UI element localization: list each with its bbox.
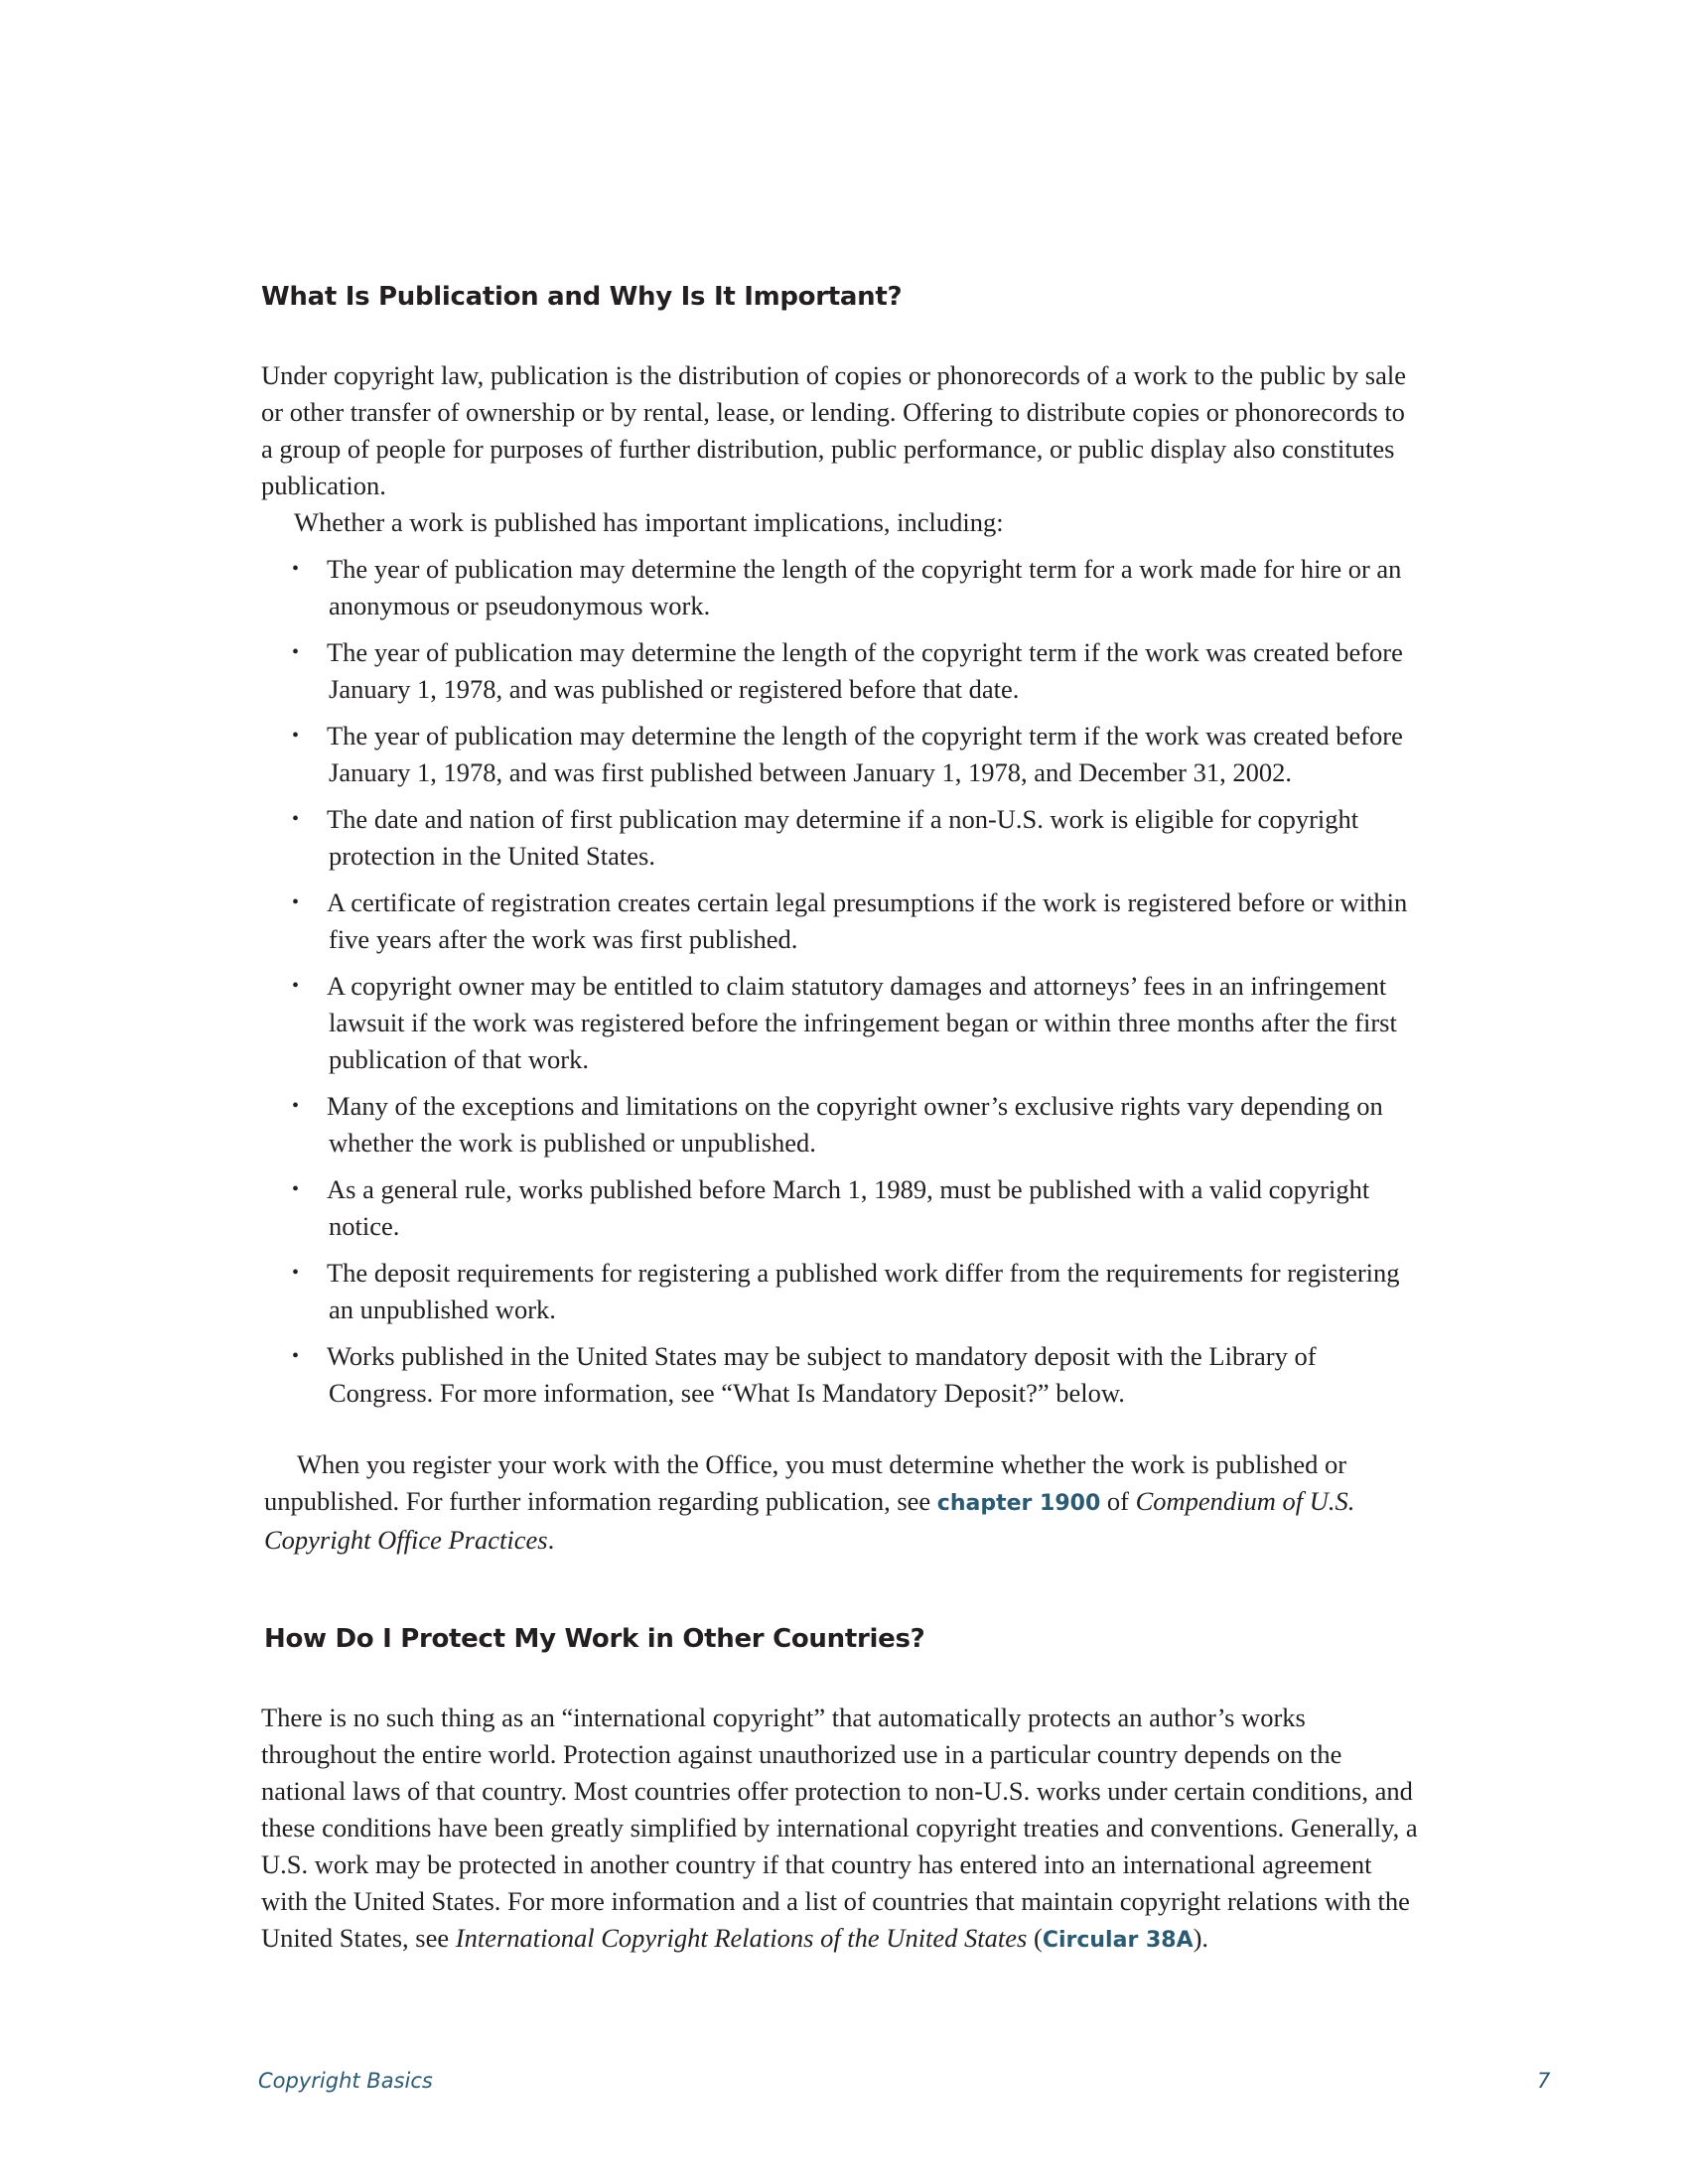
bullet-icon: • [292,641,300,663]
section-heading-publication: What Is Publication and Why Is It Important? [261,282,903,312]
bullet-icon: • [292,891,300,913]
bullet-icon: • [292,1178,300,1200]
footer-page-number: 7 [1537,2069,1551,2093]
bullet-icon: • [292,1095,300,1117]
bullet-icon: • [292,975,300,997]
publication-closing-paragraph: When you register your work with the Office, you must determine whether the work is published or unpublished. For further information regarding publication, see chapter 1900 of Compendium of U.S. Copyright Office Practices. [264,1449,1355,1555]
chapter-1900-link[interactable]: chapter 1900 [936,1491,1101,1516]
circular-title: International Copyright Relations of the United States [455,1923,1028,1953]
list-item: • The date and nation of first publication may determine if a non-U.S. work is eligible for copyright protection in the United States. [261,801,1423,875]
list-item: • The year of publication may determine the length of the copyright term if the work was created before January 1, 1978, and was published or registered before that date. [261,634,1423,708]
list-item: • A certificate of registration creates certain legal presumptions if the work is registered before or within five years after the work was first published. [261,885,1423,958]
bullet-icon: • [292,1262,300,1284]
bullet-icon: • [292,808,300,830]
list-item: • The year of publication may determine the length of the copyright term for a work made for hire or an anonymous or pseudonymous work. [261,551,1423,624]
compendium-title: Compendium of U.S. Copyright Office Practices [264,1486,1355,1555]
publication-intro-paragraph: Under copyright law, publication is the distribution of copies or phonorecords of a work to the public by sale or other transfer of ownership or by rental, lease, or lending. Offering to distribute copies or phonorecords to a group of people for purposes of further distribution, public performance, or public display also constitutes publication. [261,360,1406,500]
implications-lead-paragraph: Whether a work is published has important implications, including: [294,507,1004,537]
bullet-icon: • [292,1345,300,1367]
footer-publication-title: Copyright Basics [258,2069,433,2093]
bullet-icon: • [292,725,300,747]
list-item: • A copyright owner may be entitled to claim statutory damages and attorneys’ fees in an infringement lawsuit if the work was registered before the infringement began or within three months after the first publication of that work. [261,968,1423,1078]
list-item: • The year of publication may determine the length of the copyright term if the work was created before January 1, 1978, and was first published between January 1, 1978, and December 31, 2002. [261,718,1423,791]
publication-section-body [261,357,1423,1422]
circular-38a-link[interactable]: Circular 38A [1042,1928,1194,1953]
bullet-icon: • [292,558,300,580]
list-item: • The deposit requirements for registering a published work differ from the requirements for registering an unpublished work. [261,1255,1423,1328]
list-item: • As a general rule, works published before March 1, 1989, must be published with a valid copyright notice. [261,1171,1423,1245]
section-heading-international: How Do I Protect My Work in Other Countries? [264,1624,925,1654]
list-item: • Many of the exceptions and limitations on the copyright owner’s exclusive rights vary depending on whether the work is published or unpublished. [261,1088,1423,1161]
implications-list [261,551,1423,1412]
international-body-paragraph: There is no such thing as an “international copyright” that automatically protects an author’s works throughout the entire world. Protection against unauthorized use in a particular country depends on the national laws of that country. Most countries offer protection to non-U.S. works under certain conditions, and these conditions have been greatly simplified by international copyright treaties and conventions. Generally, a U.S. work may be protected in another country if that country has entered into an international agreement with the United States. For more information and a list of countries that maintain copyright relations with the United States, see International Copyright Relations of the United States (Circular 38A). [261,1703,1418,1953]
list-item: • Works published in the United States may be subject to mandatory deposit with the Library of Congress. For more information, see “What Is Mandatory Deposit?” below. [261,1338,1423,1412]
